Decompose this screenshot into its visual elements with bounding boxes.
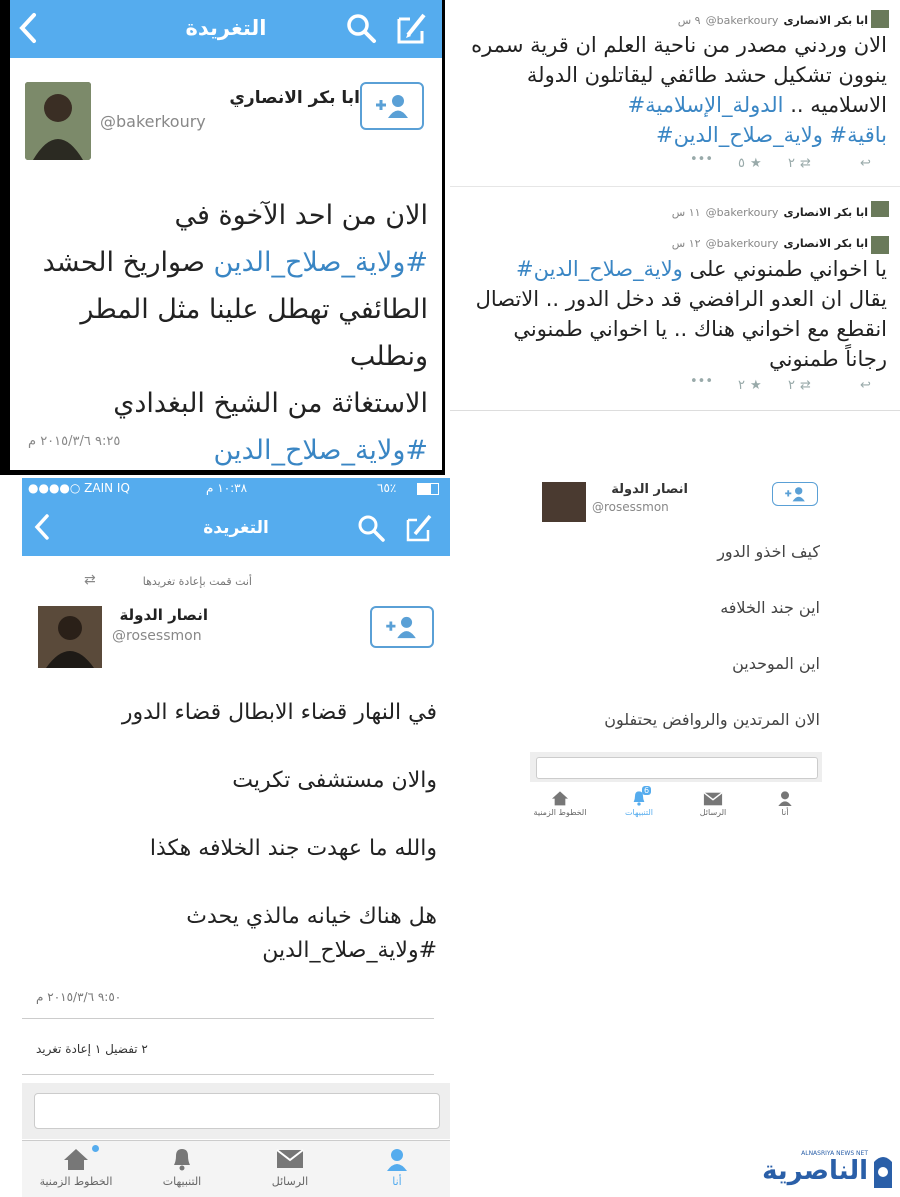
follow-button[interactable] (772, 482, 820, 508)
tab-me[interactable]: أنا (362, 1145, 432, 1193)
nav-title: التغريدة (185, 16, 267, 40)
display-name: ابا بكر الانصارى (783, 237, 868, 250)
display-name: ابا بكر الانصارى (783, 206, 868, 219)
watermark-logo (762, 1150, 898, 1194)
tweet-line: والان مستشفى تكريت (232, 768, 437, 793)
tab-bar (520, 788, 820, 828)
home-icon (63, 1147, 89, 1171)
retweet-icon: ⇄ (84, 572, 96, 588)
handle: @bakerkoury (705, 206, 779, 219)
tweet-detail-screen-1 (10, 0, 442, 470)
avatar[interactable] (871, 10, 889, 28)
tab-messages[interactable]: الرسائل (255, 1145, 325, 1193)
tweet-time: ٩ س (677, 14, 701, 27)
hashtag-link[interactable]: #ولاية_صلاح_الدين (262, 938, 437, 963)
retweet-icon[interactable]: ⇄ (800, 378, 811, 393)
favorite-count: ٥ (738, 156, 745, 171)
more-icon[interactable]: ••• (690, 152, 714, 167)
tweet-line: ينوون تشكيل حشد طائفي ليقاتلون الدولة (526, 63, 887, 87)
tweet-line: الاسلاميه .. الدولة_الإسلامية# (627, 93, 887, 117)
nav-bar (22, 500, 450, 556)
tweet-line: #ولاية_صلاح_الدين صواريخ الحشد (42, 247, 428, 278)
hashtag-link[interactable]: باقية# (822, 123, 887, 147)
timeline-tweet[interactable] (450, 0, 900, 187)
retweet-count: ٢ (788, 156, 795, 171)
reply-bar (22, 1083, 450, 1139)
unread-dot (92, 1145, 99, 1152)
carrier-label: ●●●●○ ZAIN IQ (28, 481, 130, 495)
tab-bar (22, 1140, 450, 1197)
avatar[interactable] (38, 606, 102, 668)
clock: ١٠:٣٨ م (206, 481, 248, 495)
tweet-line: الان وردني مصدر من ناحية العلم ان قرية سمره (471, 33, 887, 57)
add-user-icon (783, 486, 807, 502)
tweet-line: كيف اخذو الدور (717, 542, 820, 561)
nav-bar (10, 0, 442, 58)
tweet-time: ١١ س (671, 206, 701, 219)
display-name: ابا بكر الانصارى (783, 14, 868, 27)
tweet-timestamp: ٩:٥٠ ٢٠١٥/٣/٦ م (36, 990, 122, 1004)
tab-messages[interactable]: الرسائل (688, 788, 738, 828)
tweet-actions (690, 152, 871, 172)
tweet-line (462, 120, 887, 150)
compose-icon[interactable] (405, 513, 433, 543)
divider (22, 1074, 434, 1075)
retweet-count: ٢ (788, 378, 795, 393)
tab-timelines[interactable]: الخطوط الزمنية (36, 1145, 116, 1193)
battery-label: ٦٥٪ (377, 481, 397, 495)
reply-bar (530, 752, 822, 782)
favorite-icon[interactable]: ★ (750, 378, 762, 393)
tweet-time: ١٢ س (671, 237, 701, 250)
avatar[interactable] (871, 201, 889, 217)
tweet-line: في النهار قضاء الابطال قضاء الدور (121, 700, 437, 725)
favorite-icon[interactable]: ★ (750, 156, 762, 171)
timeline-tweet[interactable] (450, 195, 900, 223)
tweet-line: يقال ان العدو الرافضي قد دخل الدور .. الاتصال (475, 287, 887, 311)
bell-icon (170, 1147, 194, 1171)
tweet-line: الاستغاثة من الشيخ البغدادي (113, 388, 428, 419)
add-user-icon (384, 615, 418, 639)
battery-icon (417, 483, 439, 495)
tab-notifications[interactable]: التنبيهات (147, 1145, 217, 1193)
tweet-line: هل هناك خيانه مالذي يحدث (186, 904, 437, 929)
handle: @bakerkoury (705, 237, 779, 250)
screenshot-2 (450, 0, 900, 411)
tweet-line: اين جند الخلافه (720, 598, 820, 617)
hashtag-link[interactable]: #ولاية_صلاح_الدين (213, 247, 428, 278)
tweet-text (30, 192, 428, 474)
avatar[interactable] (542, 482, 586, 522)
reply-input[interactable] (34, 1093, 440, 1129)
person-icon (777, 790, 793, 806)
envelope-icon (703, 792, 723, 806)
nav-title: التغريدة (203, 518, 269, 538)
favorite-count: ٢ (738, 378, 745, 393)
retweet-icon[interactable]: ⇄ (800, 156, 811, 171)
display-name: ابا بكر الانصاري (229, 88, 360, 108)
hashtag-link[interactable]: الدولة_الإسلامية# (627, 93, 784, 117)
tweet-line: الطائفي تهطل علينا مثل المطر ونطلب (80, 294, 428, 372)
tweet-line: اين الموحدين (732, 654, 820, 673)
search-icon[interactable] (345, 12, 377, 44)
handle: @rosessmon (592, 500, 669, 514)
envelope-icon (276, 1149, 304, 1169)
tweet-text (462, 30, 887, 150)
compose-icon[interactable] (396, 11, 428, 45)
follow-button[interactable] (370, 606, 434, 650)
follow-button[interactable] (360, 82, 424, 130)
tweet-line: رجاناً طمنوني (769, 347, 887, 371)
watermark-text: الناصرية (762, 1156, 868, 1186)
hashtag-link[interactable]: ولاية_صلاح_الدين# (656, 123, 823, 147)
tweet-actions (690, 374, 871, 394)
notification-badge: 6 (644, 786, 650, 795)
screenshot-3 (22, 478, 450, 1196)
timeline-tweet[interactable] (450, 228, 900, 408)
hashtag-link[interactable]: #ولاية_صلاح_الدين (213, 435, 428, 466)
tweet-line: والله ما عهدت جند الخلافه هكذا (149, 836, 437, 861)
retweet-note: أنت قمت بإعادة تغريدها (142, 575, 252, 588)
divider (22, 1018, 434, 1019)
tweet-line: الان من احد الآخوة في (174, 200, 428, 231)
tweet-line: يا اخواني طمنوني على ولاية_صلاح_الدين# (516, 257, 887, 281)
more-icon[interactable]: ••• (690, 374, 714, 389)
tweet-line: انقطع مع اخواني هناك .. يا اخواني طمنوني (513, 317, 887, 341)
person-icon (385, 1147, 409, 1171)
tab-notifications[interactable]: 6 التنبيهات (625, 786, 653, 817)
tab-me[interactable]: أنا (760, 788, 810, 828)
screenshot-1 (0, 0, 445, 475)
tab-timelines[interactable]: الخطوط الزمنية (530, 788, 590, 828)
reply-icon[interactable]: ↩ (860, 378, 871, 393)
tweet-text (462, 254, 887, 374)
screenshot-4 (480, 478, 900, 838)
tweet-stats: ٢ تفضيل ١ إعادة تغريد (36, 1042, 148, 1056)
avatar[interactable] (871, 236, 889, 254)
handle: @rosessmon (112, 628, 202, 644)
logo-icon (870, 1152, 896, 1190)
add-user-icon (374, 93, 410, 119)
watermark-subtext: ALNASRIYA NEWS NET (801, 1150, 868, 1157)
avatar[interactable] (25, 82, 91, 160)
search-icon[interactable] (357, 514, 385, 542)
handle: @bakerkoury (100, 112, 206, 131)
reply-input[interactable] (536, 757, 818, 779)
tweet-line: الان المرتدين والروافض يحتفلون (604, 710, 820, 729)
handle: @bakerkoury (705, 14, 779, 27)
home-icon (551, 790, 569, 806)
reply-icon[interactable]: ↩ (860, 156, 871, 171)
display-name: انصار الدولة (611, 482, 688, 497)
status-bar (22, 478, 450, 500)
display-name: انصار الدولة (119, 606, 208, 624)
tweet-timestamp: ٩:٢٥ ٢٠١٥/٣/٦ م (28, 434, 121, 449)
hashtag-link[interactable]: ولاية_صلاح_الدين# (516, 257, 683, 281)
